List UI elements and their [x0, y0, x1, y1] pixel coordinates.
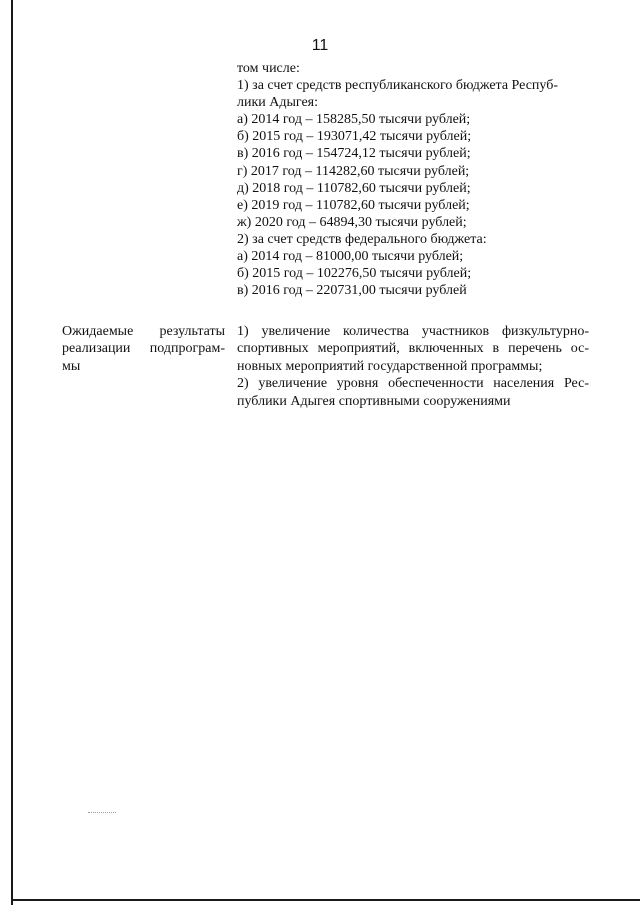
scan-artifact	[88, 812, 116, 814]
funding-line: г) 2017 год – 114282,60 тысячи рублей;	[237, 163, 470, 179]
scan-border-bottom	[11, 899, 640, 901]
funding-line: д) 2018 год – 110782,60 тысячи рублей;	[237, 180, 471, 196]
expected-results-text	[237, 323, 589, 410]
funding-line: ж) 2020 год – 64894,30 тысячи рублей;	[237, 214, 467, 230]
funding-sources-block	[237, 60, 589, 299]
scan-border-left	[11, 0, 13, 905]
label-line: Ожидаемые результаты	[62, 324, 225, 339]
funding-line: в) 2016 год – 220731,00 тысячи рублей	[237, 283, 467, 299]
funding-line: а) 2014 год – 81000,00 тысячи рублей;	[237, 249, 464, 265]
expected-results-label	[62, 323, 225, 375]
page-number: 11	[311, 37, 329, 54]
funding-line: 2) за счет средств федерального бюджета:	[237, 231, 487, 247]
label-line: реализации подпрограм-	[62, 341, 225, 357]
funding-line: е) 2019 год – 110782,60 тысячи рублей;	[237, 197, 470, 213]
result-line: 2) увеличение уровня обеспеченности населения Рес-	[237, 376, 589, 392]
result-line: новных мероприятий государственной программы;	[237, 358, 543, 374]
funding-line: том числе:	[237, 61, 300, 76]
funding-line: в) 2016 год – 154724,12 тысячи рублей;	[237, 146, 471, 162]
result-line: 1) увеличение количества участников физкультурно-	[237, 324, 589, 339]
funding-line: б) 2015 год – 193071,42 тысячи рублей;	[237, 129, 472, 145]
funding-line: а) 2014 год – 158285,50 тысячи рублей;	[237, 112, 471, 128]
funding-line: б) 2015 год – 102276,50 тысячи рублей;	[237, 266, 472, 282]
result-line: публики Адыгея спортивными сооружениями	[237, 393, 511, 409]
result-line: спортивных мероприятий, включенных в перечень ос-	[237, 341, 589, 357]
label-line: мы	[62, 358, 81, 374]
funding-line: лики Адыгея:	[237, 95, 319, 111]
funding-line: 1) за счет средств республиканского бюджета Респуб-	[237, 78, 559, 94]
